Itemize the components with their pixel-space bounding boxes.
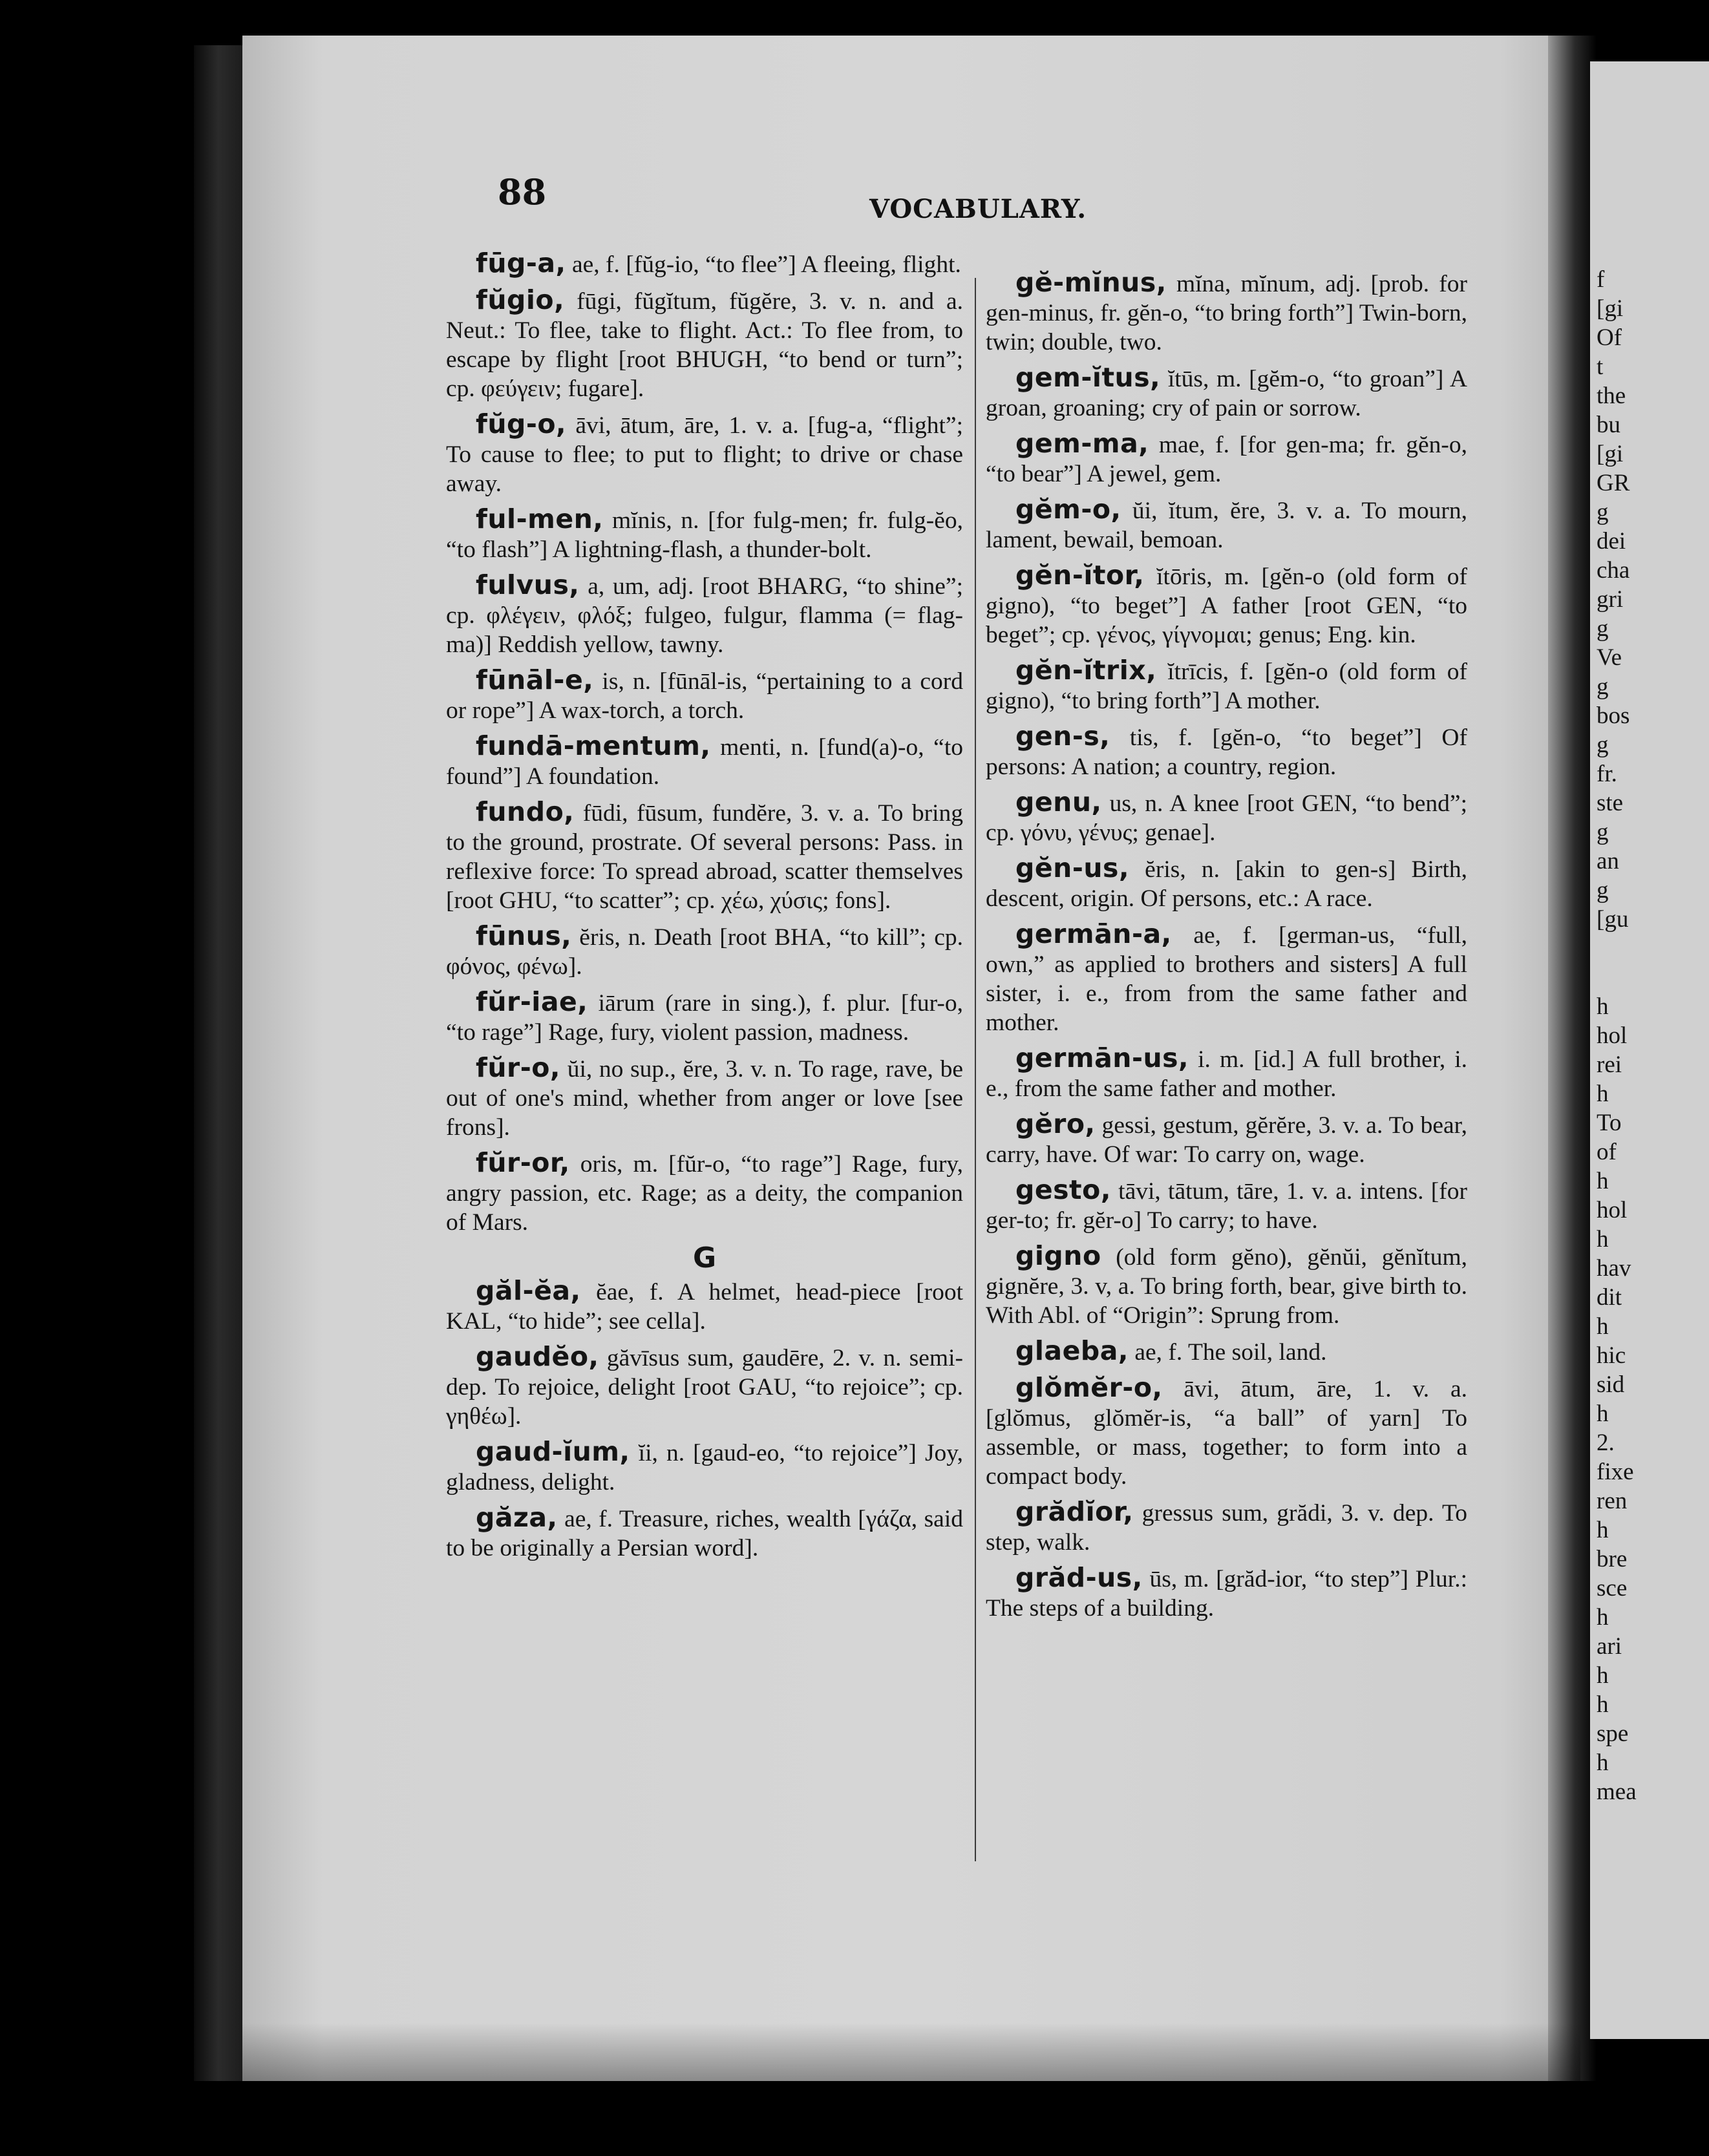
facing-page-fragment: h (1597, 1691, 1609, 1718)
facing-page-fragment: mea (1597, 1779, 1637, 1805)
entry-definition: tāvi, tātum, tāre, 1. v. a. intens. [for ger-to; fr. gĕr-o] To carry; to have. (986, 1178, 1467, 1234)
entry-headword: gen-s, (1015, 721, 1110, 752)
facing-page-fragment: [gu (1597, 906, 1629, 933)
entry-headword: fŭr-o, (476, 1052, 561, 1083)
page-title: VOCABULARY. (869, 194, 1087, 224)
dictionary-entry (986, 268, 1467, 357)
facing-page-fragments (1597, 265, 1709, 1806)
dictionary-entry (986, 1176, 1467, 1235)
facing-page-fragment: h (1597, 1749, 1609, 1776)
entry-headword: gigno (1015, 1240, 1101, 1271)
page-number: 88 (498, 171, 547, 213)
facing-page-fragment: ste (1597, 790, 1624, 816)
entry-definition: ĕris, n. [akin to gen-s] Birth, descent, origin. Of persons, etc.: A race. (986, 856, 1467, 912)
left-column (446, 249, 963, 1569)
entry-headword: germān-us, (1015, 1042, 1189, 1073)
dictionary-entry (446, 1148, 963, 1237)
right-column (986, 268, 1467, 1629)
facing-page-fragment: rei (1597, 1052, 1622, 1078)
facing-page-fragment: g (1597, 877, 1609, 904)
entry-headword: fŭr-or, (476, 1147, 570, 1178)
facing-page-fragment: cha (1597, 557, 1630, 584)
entry-definition: fūgi, fŭgĭtum, fŭgĕre, 3. v. n. and a. Neut.: To flee, take to flight. Act.: To flee from, to escape by flight [root BHUGH, “to bend or turn”; cp. φεύγειν; fugare]. (446, 288, 963, 402)
dictionary-entry (446, 505, 963, 564)
dictionary-entry (986, 363, 1467, 423)
entry-headword: gesto, (1015, 1174, 1111, 1205)
facing-page-fragment (1597, 934, 1709, 963)
entry-definition: i. m. [id.] A full brother, i. e., from the same father and mother. (986, 1046, 1467, 1102)
facing-page-fragment: hav (1597, 1255, 1631, 1282)
dictionary-entry (986, 1373, 1467, 1491)
entry-headword: fŭr-iae, (476, 986, 588, 1017)
page-bottom-shadow (242, 2023, 1580, 2081)
entry-definition: ae, f. The soil, land. (1128, 1339, 1327, 1366)
entry-headword: găza, (476, 1502, 558, 1533)
facing-page-fragment: fr. (1597, 761, 1617, 787)
entry-definition: găvīsus sum, gaudēre, 2. v. n. semi-dep. To rejoice, delight [root GAU, “to rejoice”; cp. γηθέω]. (446, 1345, 963, 1430)
facing-page-fragment: ren (1597, 1488, 1628, 1514)
entry-headword: gĕn-us, (1015, 852, 1130, 883)
dictionary-entry (446, 732, 963, 791)
entry-headword: glaeba, (1015, 1335, 1129, 1366)
entry-headword: fūg-a, (476, 248, 566, 279)
entry-headword: fūnāl-e, (476, 664, 594, 695)
entry-definition: mĭna, mĭnum, adj. [prob. for gen-minus, fr. gĕn-o, “to bring forth”] Twin-born, twin; double, two. (986, 271, 1467, 355)
entry-headword: gaud-ĭum, (476, 1436, 630, 1467)
book-gutter (1548, 36, 1597, 2081)
entry-definition: ĕris, n. Death [root BHA, “to kill”; cp. φόνος, φένω]. (446, 924, 963, 980)
entry-definition: ĭtūs, m. [gĕm-o, “to groan”] A groan, groaning; cry of pain or sorrow. (986, 366, 1467, 421)
facing-page-fragment: 2. (1597, 1430, 1615, 1456)
dictionary-entry (986, 1110, 1467, 1169)
entry-headword: fundā-mentum, (476, 730, 711, 761)
facing-page-fragment: h (1597, 1517, 1609, 1543)
entry-definition: tis, f. [gĕn-o, “to beget”] Of persons: A nation; a country, region. (986, 724, 1467, 780)
dictionary-entry (446, 1503, 963, 1563)
entry-definition: āvi, ātum, āre, 1. v. a. [glŏmus, glŏmĕr-is, “a ball” of yarn] To assemble, or mass, together; to form into a compact body. (986, 1376, 1467, 1490)
dictionary-entry (986, 495, 1467, 555)
entry-definition: āvi, ātum, āre, 1. v. a. [fug-a, “flight”; To cause to flee; to put to flight; to drive or chase away. (446, 412, 963, 497)
entry-headword: fundo, (476, 796, 575, 827)
dictionary-entry (986, 561, 1467, 650)
dictionary-entry (986, 656, 1467, 715)
dictionary-entry (446, 249, 963, 279)
entry-headword: gĕro, (1015, 1108, 1096, 1139)
section-letter: G (692, 1242, 717, 1274)
dictionary-entry (446, 571, 963, 659)
dictionary-entry (446, 922, 963, 981)
facing-page-fragment: hic (1597, 1342, 1626, 1369)
facing-page-fragment: spe (1597, 1720, 1629, 1747)
entry-headword: găl-ĕa, (476, 1275, 581, 1306)
dictionary-entry (986, 788, 1467, 847)
dictionary-entry (446, 988, 963, 1047)
dictionary-entry (986, 1337, 1467, 1367)
entry-definition: ĕae, f. A helmet, head-piece [root KAL, “to hide”; see cella]. (446, 1279, 963, 1335)
facing-page-fragment: bre (1597, 1546, 1628, 1572)
dictionary-entry (446, 1437, 963, 1497)
entry-definition: (old form gĕno), gĕnŭi, gĕnĭtum, gignĕre, 3. v, a. To bring forth, bear, give birth to. With Abl. of “Origin”: Sprung from. (986, 1244, 1467, 1329)
facing-page-fragment: h (1597, 1313, 1609, 1340)
facing-page-fragment: Of (1597, 324, 1622, 351)
facing-page-fragment: h (1597, 993, 1609, 1020)
facing-page-fragment: [gi (1597, 295, 1624, 322)
facing-page-fragment: [gi (1597, 441, 1624, 467)
entry-headword: fulvus, (476, 569, 580, 600)
facing-page-fragment: t (1597, 354, 1604, 380)
dictionary-entry (986, 429, 1467, 489)
facing-page-fragment: sid (1597, 1371, 1625, 1398)
facing-page-fragment: h (1597, 1226, 1609, 1252)
facing-page-fragment: dit (1597, 1284, 1622, 1311)
entry-headword: gĕn-ĭtrix, (1015, 655, 1157, 686)
dictionary-entry (986, 1044, 1467, 1103)
entry-definition: ae, f. [fŭg-io, “to flee”] A fleeing, flight. (566, 251, 961, 278)
facing-page-fragment (1597, 963, 1709, 992)
entry-headword: glŏmĕr-o, (1015, 1372, 1163, 1403)
entry-definition: gressus sum, grădi, 3. v. dep. To step, walk. (986, 1500, 1467, 1556)
facing-page-fragment: bos (1597, 703, 1630, 729)
dictionary-entry (446, 286, 963, 403)
facing-page-fragment: gri (1597, 586, 1624, 613)
dictionary-entry (986, 920, 1467, 1037)
entry-headword: genu, (1015, 787, 1102, 818)
facing-page-fragment: Ve (1597, 644, 1622, 671)
facing-page-fragment: To (1597, 1110, 1622, 1136)
facing-page-fragment: h (1597, 1081, 1609, 1107)
facing-page-fragment: bu (1597, 412, 1620, 438)
facing-page-fragment: h (1597, 1400, 1609, 1427)
dictionary-entry (446, 666, 963, 725)
entry-headword: grădĭor, (1015, 1496, 1134, 1527)
entry-definition: mae, f. [for gen-ma; fr. gĕn-o, “to bear”] A jewel, gem. (986, 432, 1467, 487)
facing-page-fragment: the (1597, 383, 1626, 409)
facing-page-fragment: fixe (1597, 1459, 1634, 1485)
dictionary-entry (446, 1276, 963, 1336)
entry-headword: gĕn-ĭtor, (1015, 560, 1145, 591)
dictionary-entry (446, 410, 963, 498)
entry-headword: gĕ-mĭnus, (1015, 267, 1167, 298)
entry-definition: ūs, m. [grăd-ior, “to step”] Plur.: The steps of a building. (986, 1566, 1467, 1622)
entry-definition: ŭi, no sup., ĕre, 3. v. n. To rage, rave, be out of one's mind, whether from anger or love [see frons]. (446, 1056, 963, 1141)
facing-page-fragment: of (1597, 1139, 1617, 1165)
facing-page-fragment: an (1597, 848, 1619, 874)
dictionary-entry (986, 1242, 1467, 1330)
entry-definition: fūdi, fūsum, fundĕre, 3. v. a. To bring to the ground, prostrate. Of several persons: Pass. in reflexive force: To spread abroad, scatter themselves [root GHU, “to scatter”; cp. χέω, χύσις; fons]. (446, 800, 963, 914)
entry-definition: ŭi, ĭtum, ĕre, 3. v. a. To mourn, lament, bewail, bemoan. (986, 498, 1467, 553)
entry-definition: ĭtrīcis, f. [gĕn-o (old form of gigno), “to bring forth”] A mother. (986, 659, 1467, 714)
entry-headword: fūnus, (476, 920, 572, 951)
facing-page-fragment: GR (1597, 470, 1630, 496)
entry-headword: fŭgio, (476, 284, 565, 315)
entry-headword: gem-ma, (1015, 428, 1149, 459)
entry-definition: is, n. [fūnāl-is, “pertaining to a cord or rope”] A wax-torch, a torch. (446, 668, 963, 724)
facing-page-fragment: g (1597, 499, 1609, 525)
facing-page-fragment: h (1597, 1168, 1609, 1194)
facing-page-fragment: g (1597, 673, 1609, 700)
facing-page-fragment: g (1597, 615, 1609, 642)
entry-headword: gaudĕo, (476, 1341, 599, 1372)
facing-page-fragment: f (1597, 266, 1605, 293)
facing-page-fragment: hol (1597, 1197, 1628, 1223)
dictionary-entry (986, 854, 1467, 913)
dictionary-entry (986, 722, 1467, 781)
entry-headword: gĕm-o, (1015, 494, 1121, 525)
entry-definition: gessi, gestum, gĕrĕre, 3. v. a. To bear, carry, have. Of war: To carry on, wage. (986, 1112, 1467, 1168)
entry-definition: a, um, adj. [root BHARG, “to shine”; cp. φλέγειν, φλόξ; fulgeo, fulgur, flamma (= flag-ma)] Reddish yellow, tawny. (446, 573, 963, 658)
entry-headword: ful-men, (476, 503, 604, 534)
entry-definition: ĭtōris, m. [gĕn-o (old form of gigno), “to beget”] A father [root GEN, “to beget”; cp. γένος, γίγνομαι; genus; Eng. kin. (986, 564, 1467, 648)
entry-definition: mĭnis, n. [for fulg-men; fr. fulg-ĕo, “to flash”] A lightning-flash, a thunder-bolt. (446, 507, 963, 563)
entry-definition: oris, m. [fŭr-o, “to rage”] Rage, fury, angry passion, etc. Rage; as a deity, the companion of Mars. (446, 1151, 963, 1236)
entry-headword: gem-ĭtus, (1015, 362, 1161, 393)
facing-page-fragment: g (1597, 819, 1609, 845)
entry-headword: germān-a, (1015, 918, 1172, 949)
facing-page-fragment: hol (1597, 1022, 1628, 1049)
dictionary-entry (446, 1053, 963, 1142)
entry-definition: ĭi, n. [gaud-eo, “to rejoice”] Joy, gladness, delight. (446, 1440, 963, 1495)
entry-headword: fŭg-o, (476, 408, 567, 439)
facing-page-fragment: sce (1597, 1575, 1628, 1601)
dictionary-entry (446, 798, 963, 915)
facing-page-fragment: ari (1597, 1633, 1622, 1660)
dictionary-entry (986, 1497, 1467, 1557)
entry-definition: us, n. A knee [root GEN, “to bend”; cp. γόνυ, γένυς; genae]. (986, 790, 1467, 846)
facing-page-fragment: h (1597, 1604, 1609, 1631)
entry-definition: ae, f. Treasure, riches, wealth [γάζα, said to be originally a Persian word]. (446, 1506, 963, 1561)
dictionary-entry (986, 1563, 1467, 1623)
entry-definition: ae, f. [german-us, “full, own,” as applied to brothers and sisters] A full sister, i. e., from from the same father and mother. (986, 922, 1467, 1036)
entry-definition: iārum (rare in sing.), f. plur. [fur-o, “to rage”] Rage, fury, violent passion, madness. (446, 990, 963, 1046)
entry-headword: grăd-us, (1015, 1562, 1143, 1593)
column-divider (975, 278, 976, 1861)
dictionary-entry (446, 1342, 963, 1431)
facing-page-fragment: dei (1597, 528, 1626, 555)
entry-definition: menti, n. [fund(a)-o, “to found”] A foundation. (446, 734, 963, 790)
facing-page-fragment: g (1597, 732, 1609, 758)
facing-page-fragment: h (1597, 1662, 1609, 1689)
